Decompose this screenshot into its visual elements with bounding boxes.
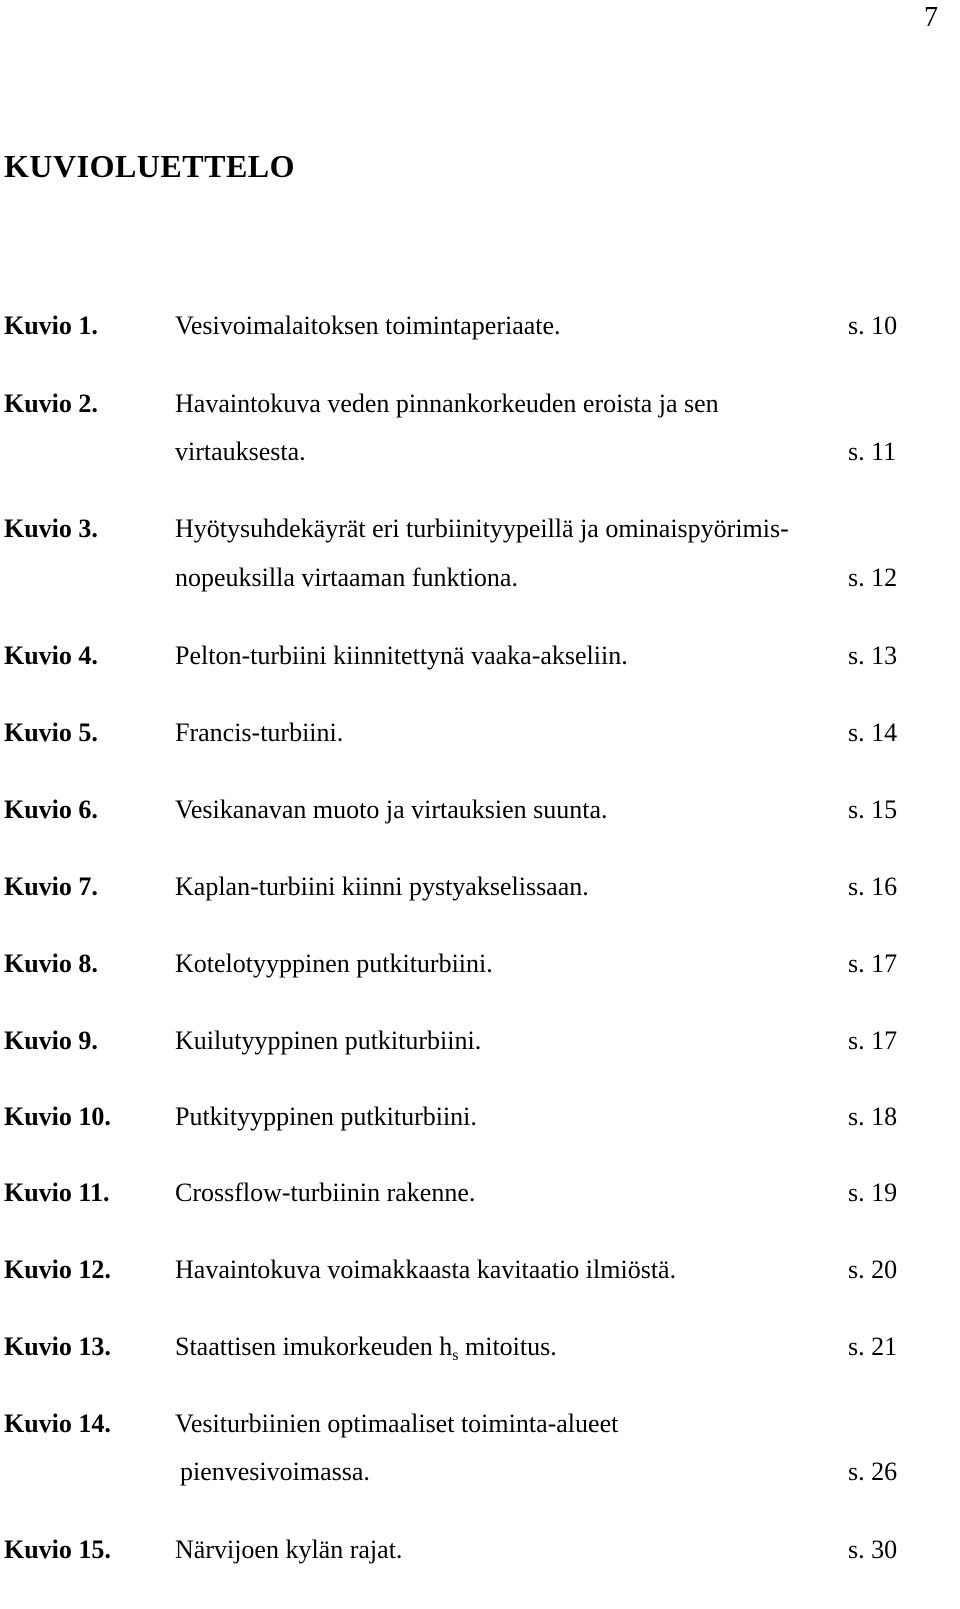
figure-label: Kuvio 10. — [4, 1102, 111, 1131]
figure-caption: Havaintokuva voimakkaasta kavitaatio ilmiöstä. — [175, 1255, 677, 1284]
figure-caption: Putkityyppinen putkiturbiini. — [175, 1102, 477, 1131]
figure-page: s. 12 — [848, 563, 898, 592]
page-number: 7 — [924, 2, 938, 33]
figure-page: s. 30 — [848, 1535, 898, 1564]
figure-label: Kuvio 4. — [4, 641, 98, 670]
figure-caption-text: mitoitus. — [458, 1332, 557, 1361]
figure-entry-4 — [0, 632, 960, 680]
figure-page: s. 17 — [848, 1026, 898, 1055]
figure-page: s. 18 — [848, 1102, 898, 1131]
figure-label: Kuvio 11. — [4, 1178, 110, 1207]
figure-caption: Pelton-turbiini kiinnitettynä vaaka-akseliin. — [175, 641, 628, 670]
figure-page: s. 14 — [848, 718, 898, 747]
figure-entry-2 — [0, 380, 960, 428]
figure-page: s. 21 — [848, 1332, 898, 1361]
figure-caption — [175, 1323, 557, 1371]
figure-entry-13 — [0, 1323, 960, 1371]
figure-label: Kuvio 15. — [4, 1535, 111, 1564]
figure-caption: Kotelotyyppinen putkiturbiini. — [175, 949, 493, 978]
figure-label: Kuvio 2. — [4, 389, 98, 418]
figure-entry-11 — [0, 1169, 960, 1217]
figure-page: s. 10 — [848, 311, 898, 340]
figure-caption: Francis-turbiini. — [175, 718, 344, 747]
figure-entry-15 — [0, 1526, 960, 1574]
figure-page: s. 13 — [848, 641, 898, 670]
figure-label: Kuvio 3. — [4, 514, 98, 543]
figure-caption-continuation: nopeuksilla virtaaman funktiona. — [175, 563, 518, 592]
figure-label: Kuvio 14. — [4, 1409, 111, 1438]
figure-entry-14 — [0, 1400, 960, 1448]
figure-entry-10 — [0, 1093, 960, 1141]
figure-page: s. 26 — [848, 1457, 898, 1486]
figure-label: Kuvio 1. — [4, 311, 98, 340]
figure-caption: Hyötysuhdekäyrät eri turbiinityypeillä ja ominaispyörimis- — [175, 514, 789, 543]
figure-label: Kuvio 13. — [4, 1332, 111, 1361]
figure-entry-1 — [0, 302, 960, 350]
figure-caption-text: Staattisen imukorkeuden h — [175, 1332, 453, 1361]
figure-label: Kuvio 8. — [4, 949, 98, 978]
figure-caption: Kuilutyyppinen putkiturbiini. — [175, 1026, 482, 1055]
figure-caption: Närvijoen kylän rajat. — [175, 1535, 403, 1564]
figure-page: s. 16 — [848, 872, 898, 901]
figure-label: Kuvio 9. — [4, 1026, 98, 1055]
subscript: s — [452, 1347, 459, 1364]
figure-caption: Crossflow-turbiinin rakenne. — [175, 1178, 476, 1207]
figure-label: Kuvio 5. — [4, 718, 98, 747]
figure-entry-5 — [0, 709, 960, 757]
figure-caption: Vesiturbiinien optimaaliset toiminta-alueet — [175, 1409, 619, 1438]
figure-entry-8 — [0, 940, 960, 988]
figure-entry-12 — [0, 1246, 960, 1294]
figure-page: s. 15 — [848, 795, 898, 824]
figure-caption: Havaintokuva veden pinnankorkeuden eroista ja sen — [175, 389, 719, 418]
figure-caption: Vesivoimalaitoksen toimintaperiaate. — [175, 311, 561, 340]
figure-label: Kuvio 12. — [4, 1255, 111, 1284]
figure-page: s. 11 — [848, 437, 897, 466]
figure-caption-continuation: virtauksesta. — [175, 437, 306, 466]
figure-caption-continuation: pienvesivoimassa. — [180, 1457, 370, 1486]
figure-label: Kuvio 6. — [4, 795, 98, 824]
figure-entry-9 — [0, 1017, 960, 1065]
figure-entry-7 — [0, 863, 960, 911]
figure-entry-3 — [0, 505, 960, 553]
page-title: KUVIOLUETTELO — [4, 148, 296, 184]
figure-page: s. 20 — [848, 1255, 898, 1284]
figure-page: s. 17 — [848, 949, 898, 978]
figure-page: s. 19 — [848, 1178, 898, 1207]
figure-caption: Kaplan-turbiini kiinni pystyakselissaan. — [175, 872, 589, 901]
figure-label: Kuvio 7. — [4, 872, 98, 901]
figure-entry-6 — [0, 786, 960, 834]
figure-caption: Vesikanavan muoto ja virtauksien suunta. — [175, 795, 608, 824]
